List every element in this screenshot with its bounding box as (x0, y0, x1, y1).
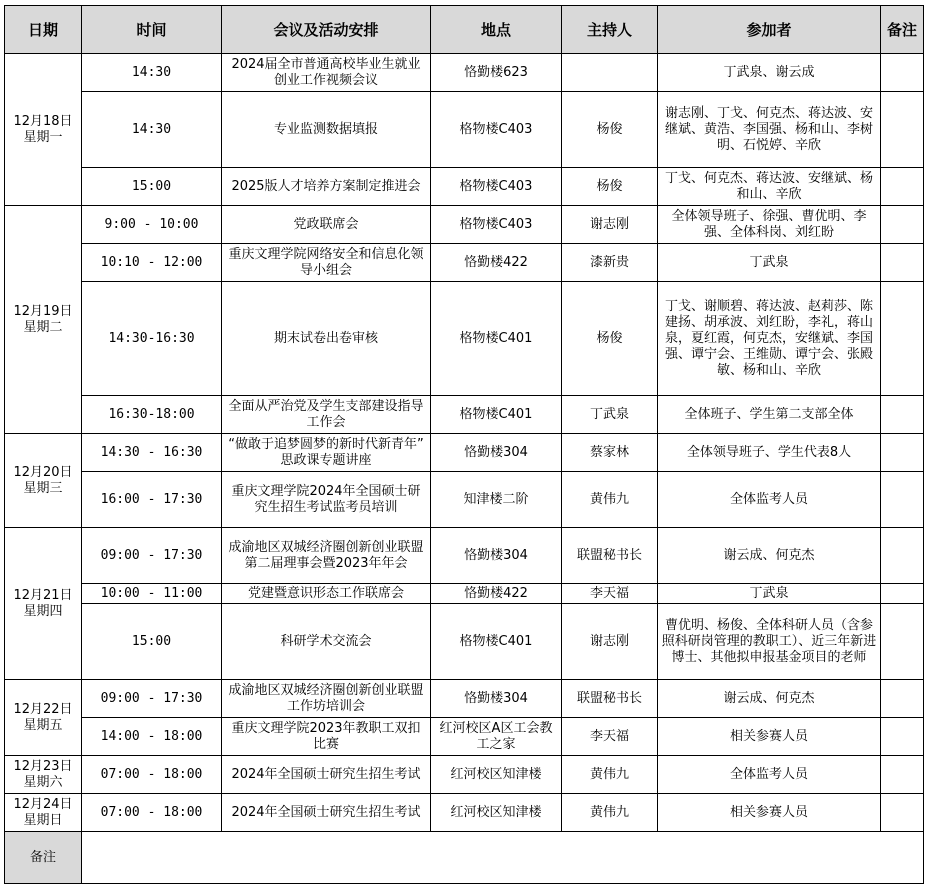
table-row (5, 794, 924, 832)
meeting-cell: 党政联席会 (222, 206, 431, 244)
remarks-cell (881, 244, 924, 282)
meeting-cell: 成渝地区双城经济圈创新创业联盟工作坊培训会 (222, 680, 431, 718)
meeting-cell: 2024年全国硕士研究生招生考试 (222, 756, 431, 794)
host-cell: 黄伟九 (562, 794, 658, 832)
date-cell (5, 680, 82, 756)
remarks-cell (881, 282, 924, 396)
participants-cell: 全体班子、学生第二支部全体 (658, 396, 881, 434)
remarks-cell (881, 54, 924, 92)
time-cell: 07:00 - 18:00 (82, 794, 222, 832)
remarks-cell (881, 472, 924, 528)
location-cell: 红河校区知津楼 (431, 756, 562, 794)
meeting-cell: 党建暨意识形态工作联席会 (222, 584, 431, 604)
host-cell: 李天福 (562, 718, 658, 756)
host-cell: 谢志刚 (562, 206, 658, 244)
time-cell: 16:30-18:00 (82, 396, 222, 434)
time-cell: 09:00 - 17:30 (82, 528, 222, 584)
remarks-cell (881, 718, 924, 756)
date-label: 12月23日 (13, 758, 73, 774)
date-label: 12月24日 (13, 796, 73, 812)
location-cell: 恪勤楼304 (431, 680, 562, 718)
host-cell: 杨俊 (562, 92, 658, 168)
remarks-cell (881, 168, 924, 206)
table-row (5, 92, 924, 168)
table-row (5, 54, 924, 92)
participants-cell: 全体领导班子、学生代表8人 (658, 434, 881, 472)
participants-cell: 全体监考人员 (658, 756, 881, 794)
table-row (5, 680, 924, 718)
table-row (5, 472, 924, 528)
weekly-schedule-table (4, 5, 924, 884)
date-label: 12月22日 (13, 701, 73, 717)
host-cell: 黄伟九 (562, 756, 658, 794)
table-row (5, 604, 924, 680)
remarks-cell (881, 206, 924, 244)
time-cell: 16:00 - 17:30 (82, 472, 222, 528)
meeting-cell: 期末试卷出卷审核 (222, 282, 431, 396)
participants-cell: 丁戈、谢顺碧、蒋达波、赵莉莎、陈建扬、胡承波、刘红盼，李礼，蒋山泉，夏红霞，何克杰，安继斌、李国强、谭宁会、王维勋、谭宁会、张殿敏、杨和山、辛欣 (658, 282, 881, 396)
time-cell: 9:00 - 10:00 (82, 206, 222, 244)
date-label: 12月20日 (13, 464, 73, 480)
host-cell: 谢志刚 (562, 604, 658, 680)
participants-cell: 相关参赛人员 (658, 718, 881, 756)
table-row (5, 528, 924, 584)
header-remarks: 备注 (881, 6, 924, 54)
weekday-label: 星期三 (23, 480, 63, 496)
table-row (5, 756, 924, 794)
participants-cell: 曹优明、杨俊、全体科研人员（含参照科研岗管理的教职工）、近三年新进博士、其他拟申报基金项目的老师 (658, 604, 881, 680)
remarks-cell (881, 396, 924, 434)
location-cell: 格物楼C403 (431, 168, 562, 206)
time-cell: 14:30 (82, 92, 222, 168)
weekday-label: 星期四 (23, 603, 63, 619)
table-row (5, 434, 924, 472)
remarks-cell (881, 604, 924, 680)
meeting-cell: 专业监测数据填报 (222, 92, 431, 168)
location-cell: 恪勤楼422 (431, 244, 562, 282)
host-cell: 黄伟九 (562, 472, 658, 528)
location-cell: 格物楼C403 (431, 206, 562, 244)
host-cell: 丁武泉 (562, 396, 658, 434)
meeting-cell: 重庆文理学院网络安全和信息化领导小组会 (222, 244, 431, 282)
footer-remarks-label: 备注 (5, 832, 82, 884)
remarks-cell (881, 434, 924, 472)
location-cell: 红河校区A区工会教工之家 (431, 718, 562, 756)
participants-cell: 全体监考人员 (658, 472, 881, 528)
header-row (5, 6, 924, 54)
host-cell: 联盟秘书长 (562, 528, 658, 584)
time-cell: 15:00 (82, 168, 222, 206)
table-row (5, 282, 924, 396)
weekday-label: 星期六 (23, 774, 63, 790)
participants-cell: 丁武泉、谢云成 (658, 54, 881, 92)
weekday-label: 星期一 (23, 129, 63, 145)
participants-cell: 丁武泉 (658, 584, 881, 604)
remarks-cell (881, 584, 924, 604)
table-row (5, 718, 924, 756)
table-row (5, 244, 924, 282)
meeting-cell: “做敢于追梦圆梦的新时代新青年” 思政课专题讲座 (222, 434, 431, 472)
location-cell: 恪勤楼304 (431, 434, 562, 472)
header-host: 主持人 (562, 6, 658, 54)
meeting-cell: 2025版人才培养方案制定推进会 (222, 168, 431, 206)
footer-row (5, 832, 924, 884)
meeting-cell: 2024届全市普通高校毕业生就业创业工作视频会议 (222, 54, 431, 92)
participants-cell: 谢志刚、丁戈、何克杰、蒋达波、安继斌、黄浩、李国强、杨和山、李树明、石悦婷、辛欣 (658, 92, 881, 168)
meeting-cell: 科研学术交流会 (222, 604, 431, 680)
time-cell: 15:00 (82, 604, 222, 680)
table-row (5, 168, 924, 206)
host-cell: 漆新贵 (562, 244, 658, 282)
meeting-cell: 全面从严治党及学生支部建设指导工作会 (222, 396, 431, 434)
weekday-label: 星期日 (23, 812, 63, 828)
weekday-label: 星期五 (23, 717, 63, 733)
meeting-cell: 2024年全国硕士研究生招生考试 (222, 794, 431, 832)
header-date: 日期 (5, 6, 82, 54)
host-cell: 联盟秘书长 (562, 680, 658, 718)
time-cell: 14:00 - 18:00 (82, 718, 222, 756)
remarks-cell (881, 756, 924, 794)
date-cell (5, 756, 82, 794)
host-cell: 杨俊 (562, 282, 658, 396)
footer-remarks-content (82, 832, 924, 884)
host-cell: 蔡家林 (562, 434, 658, 472)
date-cell (5, 54, 82, 206)
participants-cell: 谢云成、何克杰 (658, 528, 881, 584)
participants-cell: 谢云成、何克杰 (658, 680, 881, 718)
participants-cell: 丁武泉 (658, 244, 881, 282)
date-label: 12月19日 (13, 303, 73, 319)
host-cell (562, 54, 658, 92)
time-cell: 10:00 - 11:00 (82, 584, 222, 604)
remarks-cell (881, 92, 924, 168)
time-cell: 14:30 - 16:30 (82, 434, 222, 472)
location-cell: 格物楼C401 (431, 396, 562, 434)
location-cell: 格物楼C401 (431, 604, 562, 680)
table-row (5, 206, 924, 244)
time-cell: 07:00 - 18:00 (82, 756, 222, 794)
date-cell (5, 434, 82, 528)
participants-cell: 丁戈、何克杰、蒋达波、安继斌、杨和山、辛欣 (658, 168, 881, 206)
location-cell: 格物楼C403 (431, 92, 562, 168)
remarks-cell (881, 528, 924, 584)
header-meeting: 会议及活动安排 (222, 6, 431, 54)
weekday-label: 星期二 (23, 319, 63, 335)
date-cell (5, 528, 82, 680)
meeting-cell: 成渝地区双城经济圈创新创业联盟第二届理事会暨2023年年会 (222, 528, 431, 584)
date-cell (5, 206, 82, 434)
host-cell: 李天福 (562, 584, 658, 604)
location-cell: 红河校区知津楼 (431, 794, 562, 832)
participants-cell: 全体领导班子、徐强、曹优明、李强、全体科岗、刘红盼 (658, 206, 881, 244)
date-cell (5, 794, 82, 832)
header-location: 地点 (431, 6, 562, 54)
header-participants: 参加者 (658, 6, 881, 54)
table-row (5, 584, 924, 604)
remarks-cell (881, 680, 924, 718)
time-cell: 14:30-16:30 (82, 282, 222, 396)
location-cell: 恪勤楼304 (431, 528, 562, 584)
date-label: 12月21日 (13, 587, 73, 603)
meeting-cell: 重庆文理学院2024年全国硕士研究生招生考试监考员培训 (222, 472, 431, 528)
table-row (5, 396, 924, 434)
location-cell: 恪勤楼623 (431, 54, 562, 92)
header-time: 时间 (82, 6, 222, 54)
remarks-cell (881, 794, 924, 832)
location-cell: 知津楼二阶 (431, 472, 562, 528)
meeting-cell: 重庆文理学院2023年教职工双扣比赛 (222, 718, 431, 756)
time-cell: 10:10 - 12:00 (82, 244, 222, 282)
host-cell: 杨俊 (562, 168, 658, 206)
time-cell: 14:30 (82, 54, 222, 92)
time-cell: 09:00 - 17:30 (82, 680, 222, 718)
location-cell: 格物楼C401 (431, 282, 562, 396)
participants-cell: 相关参赛人员 (658, 794, 881, 832)
date-label: 12月18日 (13, 113, 73, 129)
location-cell: 恪勤楼422 (431, 584, 562, 604)
